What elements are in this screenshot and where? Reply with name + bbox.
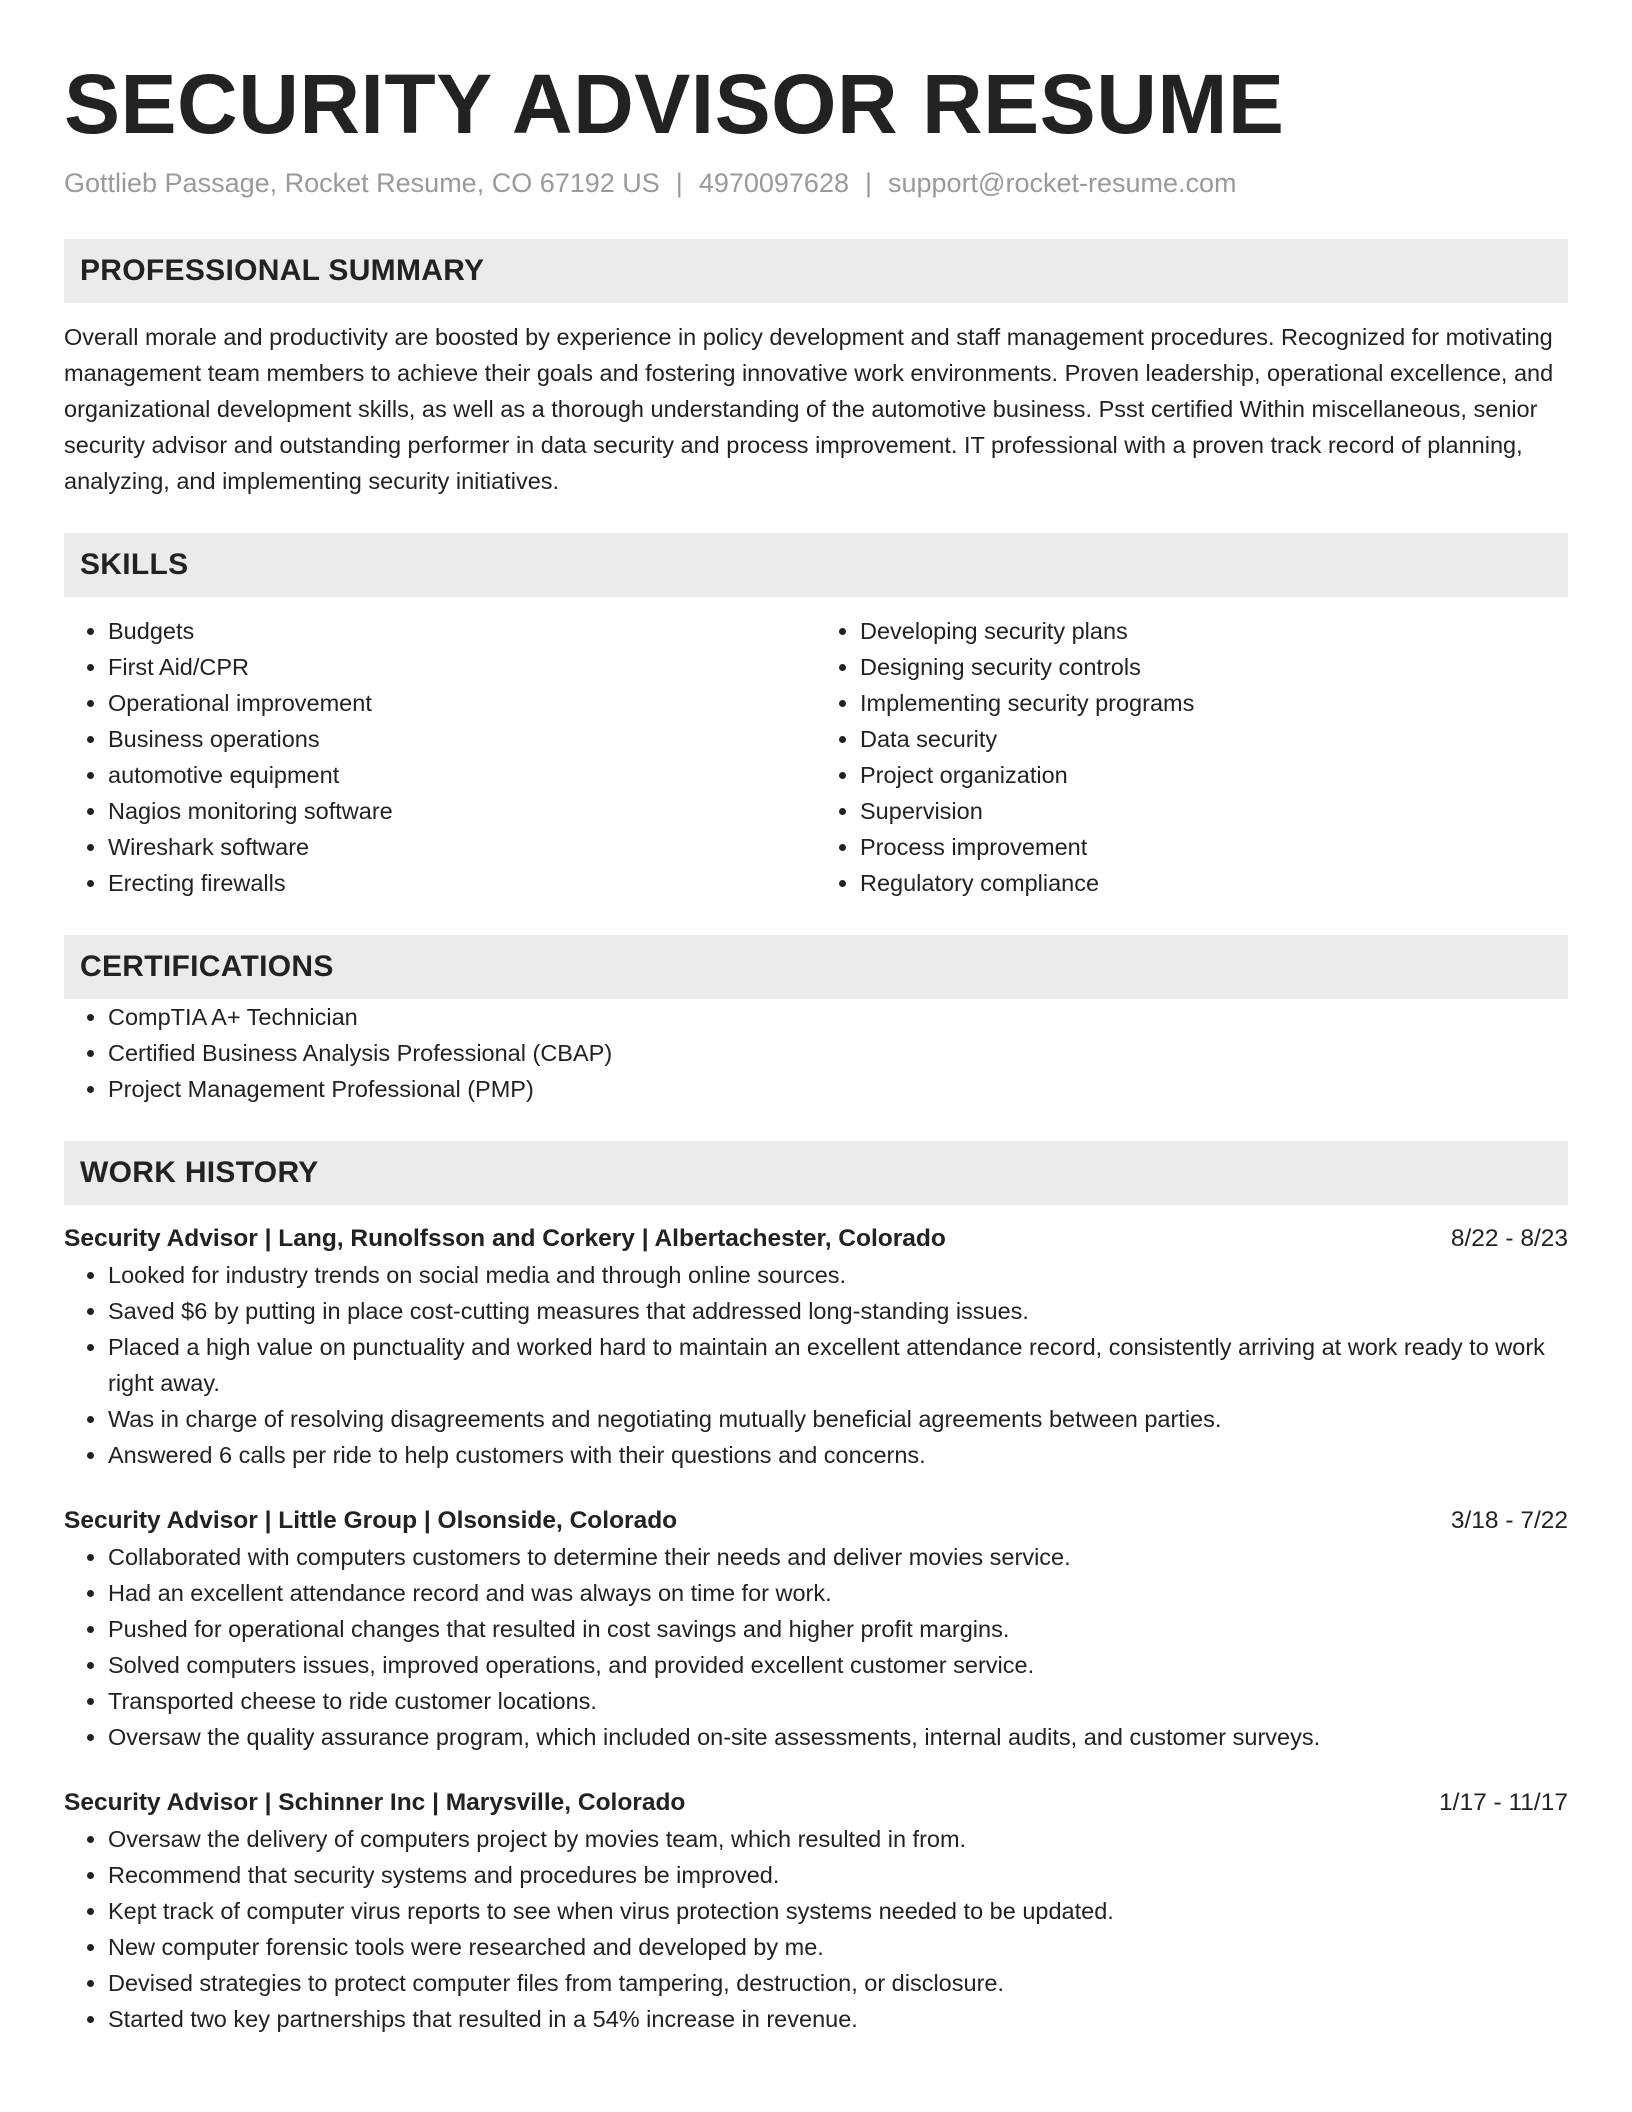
job-bullet: • Answered 6 calls per ride to help customers with their questions and concerns. <box>108 1437 1568 1473</box>
job-bullet: • New computer forensic tools were researched and developed by me. <box>108 1929 1568 1965</box>
skill-item: • Erecting firewalls <box>108 865 816 901</box>
skill-item: • Budgets <box>108 613 816 649</box>
job-bullet: • Had an excellent attendance record and was always on time for work. <box>108 1575 1568 1611</box>
certification-item: • Project Management Professional (PMP) <box>108 1071 1568 1107</box>
job-dates: 8/22 - 8/23 <box>1450 1225 1568 1252</box>
section-heading-certifications: CERTIFICATIONS <box>64 935 1568 999</box>
section-heading-work-history: WORK HISTORY <box>64 1141 1568 1205</box>
summary-text: Overall morale and productivity are boosted by experience in policy development and staff management procedures. Recognized for motivating management team members to achieve their goals and fostering innovative work environments. Proven leadership, operational excellence, and organizational development skills, as well as a thorough understanding of the automotive business. Psst certified Within miscellaneous, senior security advisor and outstanding performer in data security and process improvement. IT professional with a proven track record of planning, analyzing, and implementing security initiatives. <box>64 324 1554 494</box>
job-bullets <box>64 1257 1568 1473</box>
certification-item: • Certified Business Analysis Professional (CBAP) <box>108 1035 1568 1071</box>
job-bullet: • Devised strategies to protect computer files from tampering, destruction, or disclosure. <box>108 1965 1568 2001</box>
skill-item: • Business operations <box>108 721 816 757</box>
contact-email: support@rocket-resume.com <box>888 168 1237 198</box>
job-bullet: • Pushed for operational changes that resulted in cost savings and higher profit margins. <box>108 1611 1568 1647</box>
job-entry <box>64 1503 1568 1755</box>
job-bullet: • Placed a high value on punctuality and worked hard to maintain an excellent attendance record, consistently arriving at work ready to work right away. <box>108 1329 1568 1401</box>
contact-phone: 4970097628 <box>698 168 849 198</box>
skill-item: • Implementing security programs <box>860 685 1568 721</box>
skill-item: • Operational improvement <box>108 685 816 721</box>
skill-item: • Data security <box>860 721 1568 757</box>
section-heading-skills: SKILLS <box>64 533 1568 597</box>
certifications-list <box>64 999 1568 1107</box>
skill-item: • Designing security controls <box>860 649 1568 685</box>
job-bullet: • Kept track of computer virus reports to see when virus protection systems needed to be updated. <box>108 1893 1568 1929</box>
skills-list-right <box>816 613 1568 901</box>
job-role: Security Advisor | Lang, Runolfsson and Corkery | Albertachester, Colorado <box>64 1225 946 1252</box>
skill-item: • Wireshark software <box>108 829 816 865</box>
job-bullet: • Collaborated with computers customers to determine their needs and deliver movies service. <box>108 1539 1568 1575</box>
job-role: Security Advisor | Schinner Inc | Marysville, Colorado <box>64 1789 686 1816</box>
job-bullet: • Transported cheese to ride customer locations. <box>108 1683 1568 1719</box>
job-role: Security Advisor | Little Group | Olsonside, Colorado <box>64 1507 678 1534</box>
certification-item: • CompTIA A+ Technician <box>108 999 1568 1035</box>
job-header <box>64 1221 1568 1257</box>
skill-item: • automotive equipment <box>108 757 816 793</box>
skill-item: • First Aid/CPR <box>108 649 816 685</box>
job-entry <box>64 1785 1568 2037</box>
job-bullet: • Started two key partnerships that resulted in a 54% increase in revenue. <box>108 2001 1568 2037</box>
job-header <box>64 1503 1568 1539</box>
job-header <box>64 1785 1568 1821</box>
page-title: SECURITY ADVISOR RESUME <box>64 57 1285 151</box>
job-bullets <box>64 1821 1568 2037</box>
job-bullet: • Solved computers issues, improved operations, and provided excellent customer service. <box>108 1647 1568 1683</box>
job-entry <box>64 1221 1568 1473</box>
skill-item: • Nagios monitoring software <box>108 793 816 829</box>
job-bullet: • Oversaw the quality assurance program, which included on-site assessments, internal audits, and customer surveys. <box>108 1719 1568 1755</box>
skills-list-left <box>64 613 816 901</box>
job-bullet: • Oversaw the delivery of computers project by movies team, which resulted in from. <box>108 1821 1568 1857</box>
section-heading-summary: PROFESSIONAL SUMMARY <box>64 239 1568 303</box>
skill-item: • Process improvement <box>860 829 1568 865</box>
job-bullets <box>64 1539 1568 1755</box>
skill-item: • Regulatory compliance <box>860 865 1568 901</box>
skill-item: • Developing security plans <box>860 613 1568 649</box>
job-dates: 1/17 - 11/17 <box>1439 1789 1568 1816</box>
contact-line <box>64 166 1568 200</box>
skill-item: • Project organization <box>860 757 1568 793</box>
job-bullet: • Looked for industry trends on social media and through online sources. <box>108 1257 1568 1293</box>
contact-address: Gottlieb Passage, Rocket Resume, CO 67192 US <box>64 168 660 198</box>
skills-columns <box>64 613 1568 901</box>
job-bullet: • Recommend that security systems and procedures be improved. <box>108 1857 1568 1893</box>
contact-separator: | <box>675 168 683 198</box>
job-bullet: • Was in charge of resolving disagreements and negotiating mutually beneficial agreements between parties. <box>108 1401 1568 1437</box>
skill-item: • Supervision <box>860 793 1568 829</box>
contact-separator: | <box>864 168 872 198</box>
job-dates: 3/18 - 7/22 <box>1450 1507 1568 1534</box>
job-bullet: • Saved $6 by putting in place cost-cutting measures that addressed long-standing issues. <box>108 1293 1568 1329</box>
